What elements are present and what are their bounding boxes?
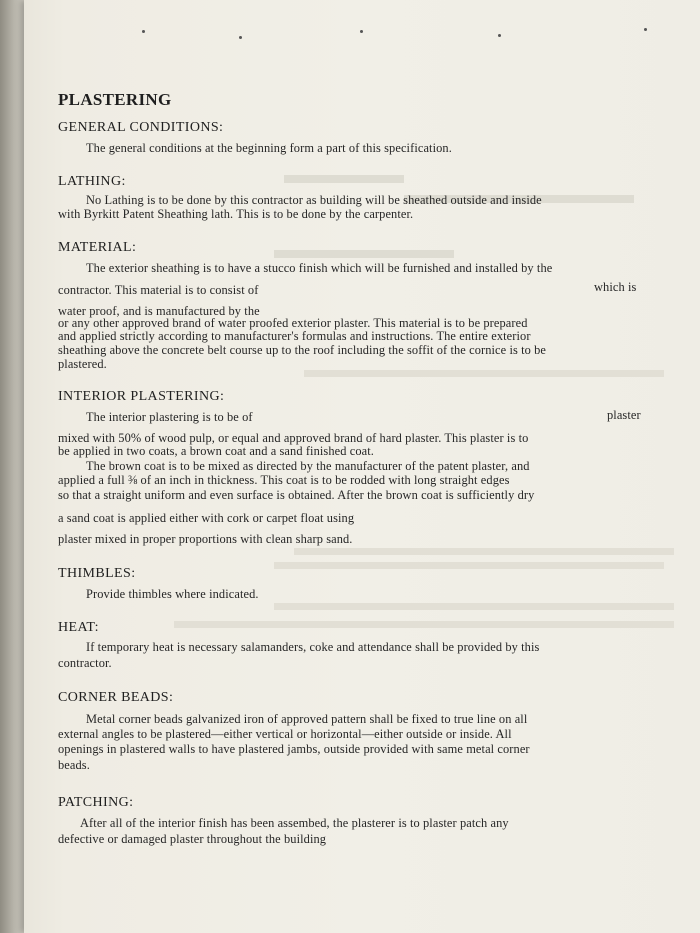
bleed-through-mark xyxy=(304,370,664,377)
paragraph-line: plaster mixed in proper proportions with clean sharp sand. xyxy=(58,532,353,546)
paragraph-line: water proof, and is manufactured by the xyxy=(58,304,260,318)
paragraph-line: so that a straight uniform and even surface is obtained. After the brown coat is sufficiently dry xyxy=(58,488,535,502)
bleed-through-mark xyxy=(174,621,674,628)
paragraph-line: After all of the interior finish has been assembed, the plasterer is to plaster patch any xyxy=(80,816,509,830)
bleed-through-mark xyxy=(274,562,664,569)
binding-hole xyxy=(498,34,501,37)
page-edge xyxy=(0,0,24,933)
binding-hole xyxy=(142,30,145,33)
bleed-through-mark xyxy=(284,175,404,183)
paragraph-line: which is xyxy=(594,280,637,294)
section-heading-thimbles: THIMBLES: xyxy=(58,566,136,581)
binding-hole xyxy=(239,36,242,39)
paragraph-line: The brown coat is to be mixed as directed by the manufacturer of the patent plaster, and xyxy=(86,459,530,473)
paragraph-line: a sand coat is applied either with cork or carpet float using xyxy=(58,511,355,525)
paragraph-line: or any other approved brand of water proofed exterior plaster. This material is to be prepared xyxy=(58,316,528,330)
paragraph-line: Provide thimbles where indicated. xyxy=(86,587,259,601)
paragraph-line: with Byrkitt Patent Sheathing lath. This is to be done by the carpenter. xyxy=(58,207,414,221)
section-heading-interior-plastering: INTERIOR PLASTERING: xyxy=(58,389,225,404)
binding-hole xyxy=(360,30,363,33)
section-heading-corner-beads: CORNER BEADS: xyxy=(58,690,174,705)
paragraph-line: beads. xyxy=(58,758,90,772)
section-heading-heat: HEAT: xyxy=(58,620,99,635)
paragraph-line: Metal corner beads galvanized iron of approved pattern shall be fixed to true line on all xyxy=(86,712,528,726)
paragraph-line: plastered. xyxy=(58,357,107,371)
page-title: PLASTERING xyxy=(58,90,172,109)
paragraph-line: The interior plastering is to be of xyxy=(86,410,253,424)
paragraph-line: and applied strictly according to manufacturer's formulas and instructions. The entire exterior xyxy=(58,329,531,343)
paragraph-line: sheathing above the concrete belt course up to the roof including the soffit of the cornice is to be xyxy=(58,343,547,357)
paragraph-line: The general conditions at the beginning form a part of this specification. xyxy=(86,141,452,155)
bleed-through-mark xyxy=(274,250,454,258)
paragraph-line: If temporary heat is necessary salamanders, coke and attendance shall be provided by this xyxy=(86,640,540,654)
section-heading-lathing: LATHING: xyxy=(58,174,126,189)
paragraph-line: external angles to be plastered—either vertical or horizontal—either outside or inside. All xyxy=(58,727,512,741)
paragraph-line: plaster xyxy=(607,408,641,422)
paragraph-line: be applied in two coats, a brown coat and a sand finished coat. xyxy=(58,444,374,458)
bleed-through-mark xyxy=(294,548,674,555)
paragraph-line: applied a full ⅜ of an inch in thickness. This coat is to be rodded with long straight edges xyxy=(58,473,510,487)
paragraph-line: The exterior sheathing is to have a stucco finish which will be furnished and installed by the xyxy=(86,261,553,275)
paragraph-line: openings in plastered walls to have plastered jambs, outside provided with same metal corner xyxy=(58,742,530,756)
binding-hole xyxy=(644,28,647,31)
paragraph-line: No Lathing is to be done by this contractor as building will be sheathed outside and inside xyxy=(86,193,542,207)
paragraph-line: mixed with 50% of wood pulp, or equal and approved brand of hard plaster. This plaster is to xyxy=(58,431,529,445)
bleed-through-mark xyxy=(274,603,674,610)
paragraph-line: contractor. xyxy=(58,656,112,670)
paragraph-line: contractor. This material is to consist of xyxy=(58,283,259,297)
paragraph-line: defective or damaged plaster throughout the building xyxy=(58,832,327,846)
section-heading-material: MATERIAL: xyxy=(58,240,137,255)
section-heading-general-conditions: GENERAL CONDITIONS: xyxy=(58,120,224,135)
section-heading-patching: PATCHING: xyxy=(58,795,134,810)
